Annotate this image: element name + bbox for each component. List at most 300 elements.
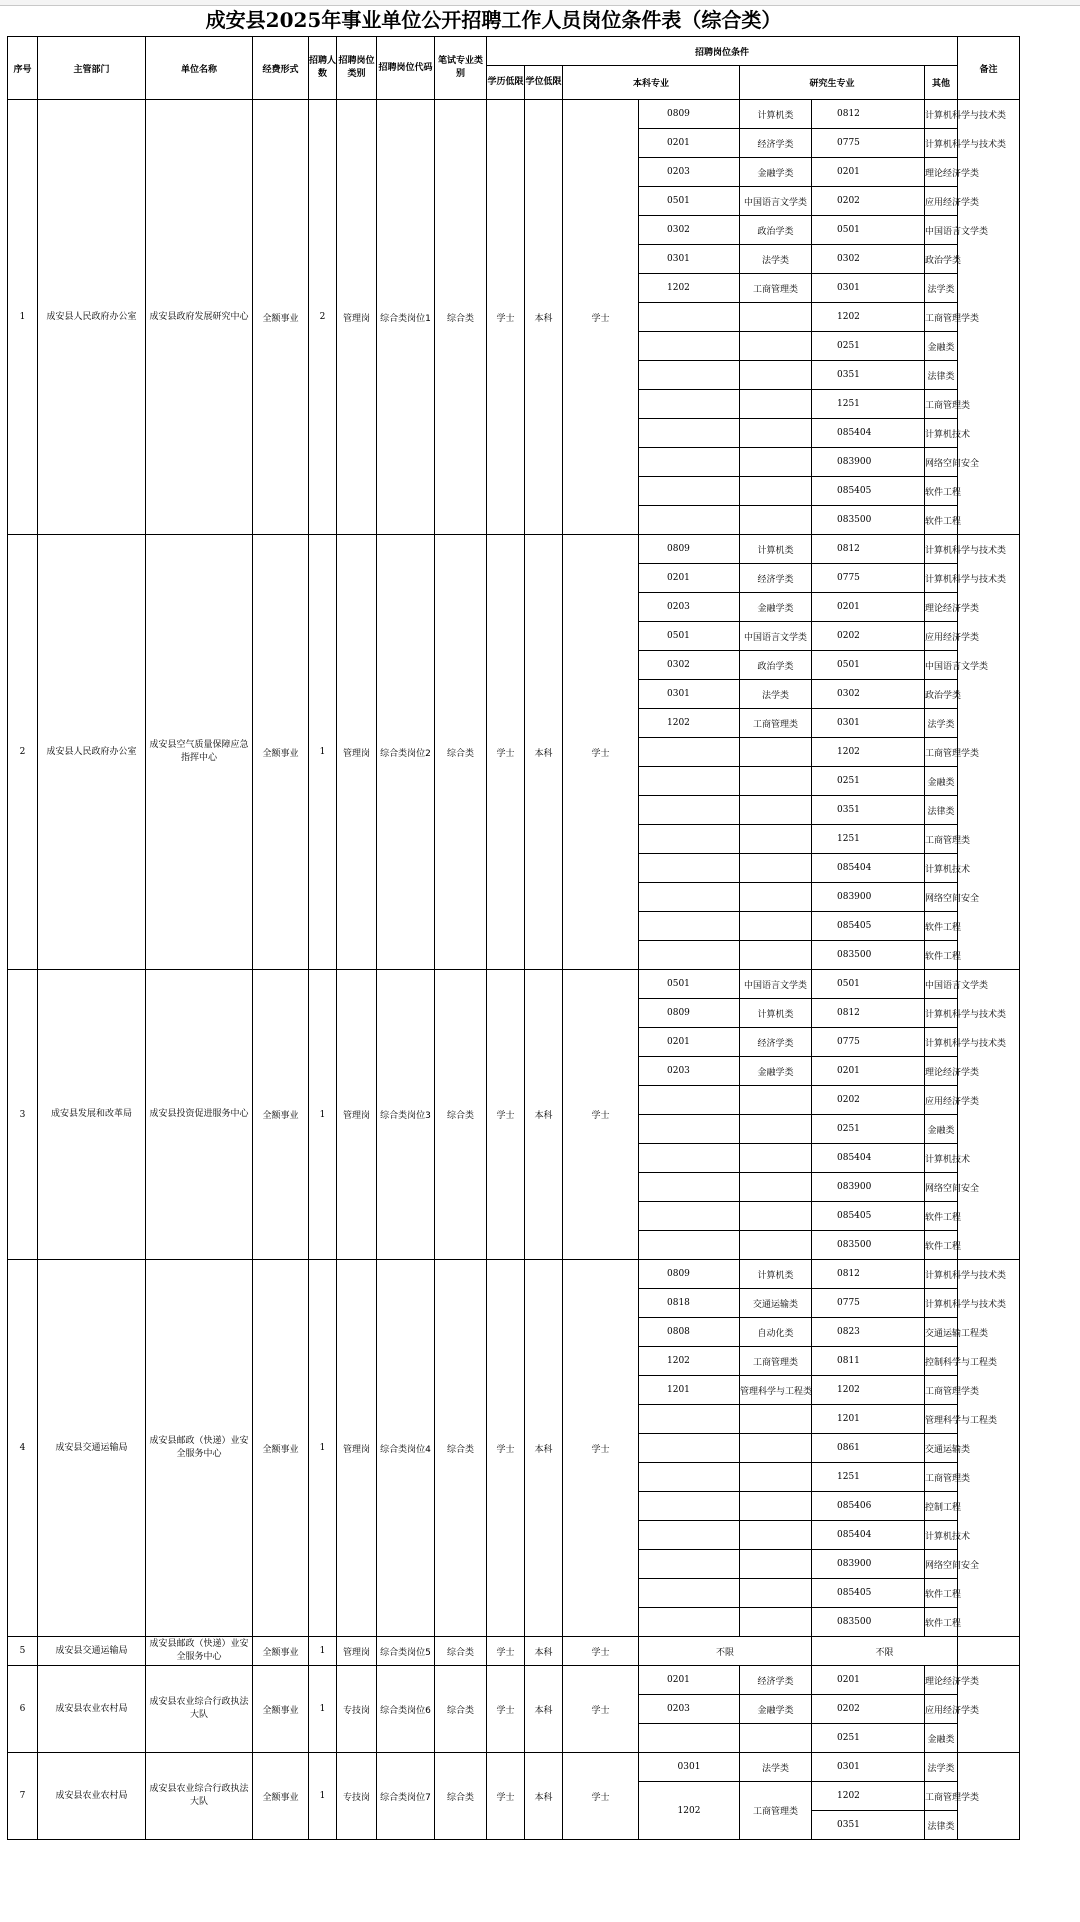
cell-graduate-code: 085405 <box>812 1579 925 1608</box>
cell-unit: 成安县投资促进服务中心 <box>146 970 253 1260</box>
cell-edu: 本科 <box>525 535 563 970</box>
cell-bachelor-code-empty <box>639 1608 740 1637</box>
cell-graduate-major: 法律类 <box>925 361 958 390</box>
cell-bachelor-major-empty <box>740 303 812 332</box>
cell-graduate-major: 计算机科学与技术类 <box>925 535 958 564</box>
cell-dept: 成安县农业农村局 <box>38 1753 146 1840</box>
cell-graduate-code: 1202 <box>812 1376 925 1405</box>
cell-unit: 成安县农业综合行政执法大队 <box>146 1666 253 1753</box>
cell-graduate-code: 0812 <box>812 1260 925 1289</box>
cell-bachelor-major-empty <box>740 767 812 796</box>
cell-bachelor-code-empty <box>639 767 740 796</box>
cell-graduate-code: 0501 <box>812 216 925 245</box>
cell-degree: 学士 <box>487 1637 525 1666</box>
cell-graduate-major: 工商管理学类 <box>925 303 958 332</box>
cell-dept: 成安县人民政府办公室 <box>38 100 146 535</box>
cell-bachelor-major-empty <box>740 1550 812 1579</box>
cell-bachelor-code-empty <box>639 883 740 912</box>
cell-bachelor-major-empty <box>740 1521 812 1550</box>
cell-dept: 成安县发展和改革局 <box>38 970 146 1260</box>
cell-fund: 全额事业 <box>253 1637 309 1666</box>
header-bachelor: 本科专业 <box>563 66 740 100</box>
cell-bachelor-major: 金融学类 <box>740 158 812 187</box>
cell-graduate-major: 计算机科学与技术类 <box>925 1028 958 1057</box>
cell-graduate-major: 法学类 <box>925 709 958 738</box>
cell-graduate-major: 软件工程 <box>925 941 958 970</box>
cell-graduate-code: 085404 <box>812 1144 925 1173</box>
cell-unit: 成安县空气质量保障应急指挥中心 <box>146 535 253 970</box>
cell-degree: 学士 <box>563 1260 639 1637</box>
cell-fund: 全额事业 <box>253 1260 309 1637</box>
cell-bachelor-major-empty <box>740 825 812 854</box>
cell-bachelor-code: 0203 <box>639 593 740 622</box>
cell-graduate-major: 网络空间安全 <box>925 1550 958 1579</box>
cell-bachelor-major-empty <box>740 912 812 941</box>
cell-graduate-code: 0501 <box>812 651 925 680</box>
cell-graduate-code: 0251 <box>812 1724 925 1753</box>
cell-bachelor-major: 中国语言文学类 <box>740 622 812 651</box>
cell-bachelor-major-empty <box>740 1608 812 1637</box>
cell-graduate-code: 0302 <box>812 245 925 274</box>
cell-bachelor-code: 0501 <box>639 970 740 999</box>
cell-graduate-major: 计算机科学与技术类 <box>925 564 958 593</box>
cell-bachelor-code: 0809 <box>639 100 740 129</box>
cell-graduate-code: 0202 <box>812 1086 925 1115</box>
cell-graduate-major: 控制工程 <box>925 1492 958 1521</box>
cell-graduate-code: 085405 <box>812 1202 925 1231</box>
cell-bachelor-major: 计算机类 <box>740 999 812 1028</box>
cell-bachelor-code-empty <box>639 303 740 332</box>
cell-seq: 7 <box>8 1753 38 1840</box>
cell-bachelor-code: 0809 <box>639 535 740 564</box>
cell-bachelor-code-empty <box>639 1492 740 1521</box>
cell-graduate-major: 软件工程 <box>925 1608 958 1637</box>
cell-code: 综合类岗位7 <box>377 1753 435 1840</box>
cell-bachelor-code-empty <box>639 1434 740 1463</box>
cell-graduate-major: 网络空间安全 <box>925 883 958 912</box>
cell-graduate-code: 085406 <box>812 1492 925 1521</box>
cell-graduate-code: 085405 <box>812 477 925 506</box>
cell-bachelor-code-empty <box>639 332 740 361</box>
table-row <box>8 1260 1020 1289</box>
header-fund: 经费形式 <box>253 37 309 100</box>
cell-graduate-major: 金融类 <box>925 332 958 361</box>
table-row <box>8 1637 1020 1666</box>
cell-graduate-major: 计算机科学与技术类 <box>925 100 958 129</box>
cell-count: 1 <box>309 535 337 970</box>
cell-graduate-code: 0775 <box>812 1028 925 1057</box>
cell-bachelor-major-empty <box>740 448 812 477</box>
cell-graduate-code: 083900 <box>812 1550 925 1579</box>
cell-bachelor-code: 0203 <box>639 1057 740 1086</box>
cell-degree: 学士 <box>563 1666 639 1753</box>
cell-bachelor-major-empty <box>740 883 812 912</box>
header-unit: 单位名称 <box>146 37 253 100</box>
cell-graduate-major: 网络空间安全 <box>925 1173 958 1202</box>
cell-bachelor-major: 经济学类 <box>740 129 812 158</box>
cell-bachelor-code: 0203 <box>639 158 740 187</box>
cell-bachelor-code-empty <box>639 390 740 419</box>
header-edu: 学历低限 <box>487 66 525 100</box>
cell-bachelor-major: 交通运输类 <box>740 1289 812 1318</box>
table-row <box>8 970 1020 999</box>
cell-bachelor-major-empty <box>740 419 812 448</box>
cell-bachelor-code-empty <box>639 1724 740 1753</box>
cell-unit: 成安县农业综合行政执法大队 <box>146 1753 253 1840</box>
cell-bachelor-major-empty <box>740 332 812 361</box>
cell-graduate-major: 计算机科学与技术类 <box>925 999 958 1028</box>
cell-graduate-code: 1201 <box>812 1405 925 1434</box>
header-dept: 主管部门 <box>38 37 146 100</box>
cell-degree: 学士 <box>487 1753 525 1840</box>
cell-other <box>958 1637 1020 1666</box>
cell-graduate-major: 交通运输类 <box>925 1434 958 1463</box>
cell-graduate-code: 0201 <box>812 158 925 187</box>
cell-dept: 成安县交通运输局 <box>38 1637 146 1666</box>
cell-bachelor-code-empty <box>639 361 740 390</box>
cell-degree: 学士 <box>487 1666 525 1753</box>
cell-graduate-major: 计算机科学与技术类 <box>925 1289 958 1318</box>
cell-graduate-major: 工商管理学类 <box>925 738 958 767</box>
cell-degree: 学士 <box>563 100 639 535</box>
cell-category: 管理岗 <box>337 970 377 1260</box>
cell-code: 综合类岗位1 <box>377 100 435 535</box>
cell-graduate-code: 0812 <box>812 100 925 129</box>
cell-bachelor-code-empty <box>639 1579 740 1608</box>
cell-graduate-major: 理论经济学类 <box>925 1666 958 1695</box>
cell-graduate-code: 083500 <box>812 506 925 535</box>
cell-count: 1 <box>309 1260 337 1637</box>
cell-bachelor-code: 0302 <box>639 216 740 245</box>
cell-graduate-major: 政治学类 <box>925 245 958 274</box>
cell-category: 管理岗 <box>337 100 377 535</box>
header-graduate: 研究生专业 <box>740 66 925 100</box>
cell-graduate-code: 085405 <box>812 912 925 941</box>
cell-degree: 学士 <box>563 970 639 1260</box>
cell-seq: 3 <box>8 970 38 1260</box>
cell-category: 专技岗 <box>337 1666 377 1753</box>
cell-bachelor-major-empty <box>740 506 812 535</box>
cell-bachelor-major: 工商管理类 <box>740 709 812 738</box>
cell-code: 综合类岗位4 <box>377 1260 435 1637</box>
cell-graduate-code: 0811 <box>812 1347 925 1376</box>
page-title: 成安县2025年事业单位公开招聘工作人员岗位条件表（综合类） <box>205 8 782 32</box>
cell-bachelor-major: 经济学类 <box>740 1666 812 1695</box>
cell-graduate-code: 085404 <box>812 1521 925 1550</box>
cell-seq: 2 <box>8 535 38 970</box>
cell-fund: 全额事业 <box>253 970 309 1260</box>
cell-graduate-major: 理论经济学类 <box>925 593 958 622</box>
cell-exam: 综合类 <box>435 535 487 970</box>
cell-graduate-major: 工商管理类 <box>925 825 958 854</box>
header-count: 招聘人数 <box>309 37 337 100</box>
cell-bachelor-code: 1202 <box>639 1782 740 1840</box>
cell-degree: 学士 <box>487 535 525 970</box>
cell-bachelor-code: 0808 <box>639 1318 740 1347</box>
cell-graduate-major: 管理科学与工程类 <box>925 1405 958 1434</box>
cell-bachelor-code: 0501 <box>639 187 740 216</box>
header-code: 招聘岗位代码 <box>377 37 435 100</box>
cell-graduate-major: 软件工程 <box>925 912 958 941</box>
cell-bachelor-major-empty <box>740 1492 812 1521</box>
cell-graduate-major: 应用经济学类 <box>925 1086 958 1115</box>
cell-bachelor-major: 金融学类 <box>740 1695 812 1724</box>
cell-graduate-major: 软件工程 <box>925 1579 958 1608</box>
cell-graduate-code: 0351 <box>812 796 925 825</box>
cell-bachelor-code: 1201 <box>639 1376 740 1405</box>
cell-graduate-code: 083500 <box>812 1231 925 1260</box>
cell-graduate-major: 工商管理类 <box>925 390 958 419</box>
cell-seq: 5 <box>8 1637 38 1666</box>
cell-bachelor-major-empty <box>740 361 812 390</box>
cell-graduate-code: 085404 <box>812 419 925 448</box>
cell-bachelor-code-empty <box>639 912 740 941</box>
cell-graduate-code: 083900 <box>812 883 925 912</box>
cell-bachelor-code-empty <box>639 506 740 535</box>
cell-bachelor-code: 0301 <box>639 1753 740 1782</box>
cell-graduate-major: 理论经济学类 <box>925 158 958 187</box>
cell-graduate-code: 083500 <box>812 941 925 970</box>
cell-graduate-major: 计算机技术 <box>925 1521 958 1550</box>
cell-bachelor-code: 0201 <box>639 564 740 593</box>
cell-bachelor-major-empty <box>740 1405 812 1434</box>
cell-graduate-code: 0823 <box>812 1318 925 1347</box>
cell-bachelor-major: 工商管理类 <box>740 1347 812 1376</box>
header-exam: 笔试专业类别 <box>435 37 487 100</box>
cell-degree: 学士 <box>563 1753 639 1840</box>
cell-code: 综合类岗位3 <box>377 970 435 1260</box>
cell-bachelor-major-empty <box>740 477 812 506</box>
cell-count: 1 <box>309 970 337 1260</box>
cell-bachelor-major: 中国语言文学类 <box>740 970 812 999</box>
cell-graduate-code: 083900 <box>812 1173 925 1202</box>
cell-bachelor-code-empty <box>639 477 740 506</box>
cell-graduate-code: 0301 <box>812 274 925 303</box>
cell-bachelor-code-empty <box>639 1144 740 1173</box>
cell-bachelor-major-empty <box>740 854 812 883</box>
cell-code: 综合类岗位2 <box>377 535 435 970</box>
cell-graduate-major: 中国语言文学类 <box>925 651 958 680</box>
cell-graduate-major: 法学类 <box>925 274 958 303</box>
cell-graduate-major: 工商管理学类 <box>925 1782 958 1811</box>
cell-graduate-code: 1251 <box>812 390 925 419</box>
cell-bachelor-major: 中国语言文学类 <box>740 187 812 216</box>
cell-bachelor-major-empty <box>740 1173 812 1202</box>
cell-count: 1 <box>309 1753 337 1840</box>
cell-seq: 6 <box>8 1666 38 1753</box>
cell-graduate-code: 0775 <box>812 564 925 593</box>
cell-bachelor-code-empty <box>639 796 740 825</box>
cell-graduate-code: 0301 <box>812 1753 925 1782</box>
cell-bachelor-major-empty <box>740 1724 812 1753</box>
cell-bachelor-major: 政治学类 <box>740 651 812 680</box>
cell-degree: 学士 <box>563 1637 639 1666</box>
cell-graduate-code: 0775 <box>812 1289 925 1318</box>
cell-bachelor-code-empty <box>639 419 740 448</box>
cell-graduate-code: 1202 <box>812 303 925 332</box>
cell-seq: 4 <box>8 1260 38 1637</box>
cell-bachelor-code-empty <box>639 1550 740 1579</box>
cell-bachelor-major: 金融学类 <box>740 1057 812 1086</box>
cell-dept: 成安县交通运输局 <box>38 1260 146 1637</box>
cell-edu: 本科 <box>525 100 563 535</box>
cell-exam: 综合类 <box>435 1753 487 1840</box>
cell-graduate-code: 0351 <box>812 361 925 390</box>
cell-seq: 1 <box>8 100 38 535</box>
cell-graduate-code: 0301 <box>812 709 925 738</box>
cell-graduate-major: 金融类 <box>925 1115 958 1144</box>
cell-graduate-major: 应用经济学类 <box>925 187 958 216</box>
cell-graduate-major: 政治学类 <box>925 680 958 709</box>
cell-bachelor-code: 0501 <box>639 622 740 651</box>
cell-bachelor-major-empty <box>740 1579 812 1608</box>
cell-bachelor-code: 0201 <box>639 129 740 158</box>
cell-bachelor-major: 金融学类 <box>740 593 812 622</box>
cell-graduate-major: 计算机技术 <box>925 1144 958 1173</box>
header-seq: 序号 <box>8 37 38 100</box>
cell-graduate-code: 0302 <box>812 680 925 709</box>
cell-bachelor-major-empty <box>740 738 812 767</box>
table-row <box>8 1753 1020 1782</box>
cell-exam: 综合类 <box>435 1637 487 1666</box>
cell-graduate-major: 软件工程 <box>925 1231 958 1260</box>
cell-bachelor-code: 0818 <box>639 1289 740 1318</box>
cell-bachelor-major: 工商管理类 <box>740 1782 812 1840</box>
cell-graduate-major: 计算机技术 <box>925 854 958 883</box>
cell-graduate-major: 理论经济学类 <box>925 1057 958 1086</box>
cell-bachelor-code: 0809 <box>639 1260 740 1289</box>
cell-code: 综合类岗位5 <box>377 1637 435 1666</box>
cell-bachelor-code-empty <box>639 1231 740 1260</box>
cell-bachelor-code: 1202 <box>639 709 740 738</box>
cell-edu: 本科 <box>525 1753 563 1840</box>
cell-graduate-code: 0202 <box>812 622 925 651</box>
cell-bachelor-major: 法学类 <box>740 680 812 709</box>
cell-graduate-major: 工商管理学类 <box>925 1376 958 1405</box>
cell-category: 管理岗 <box>337 1260 377 1637</box>
cell-bachelor-code: 0203 <box>639 1695 740 1724</box>
cell-exam: 综合类 <box>435 1260 487 1637</box>
cell-degree: 学士 <box>563 535 639 970</box>
table-row <box>8 100 1020 129</box>
cell-graduate-code: 0251 <box>812 767 925 796</box>
cell-graduate-major: 中国语言文学类 <box>925 970 958 999</box>
cell-graduate-code: 0201 <box>812 1666 925 1695</box>
cell-graduate-code: 083500 <box>812 1608 925 1637</box>
cell-graduate-code: 0251 <box>812 332 925 361</box>
recruitment-table <box>7 36 1020 1840</box>
cell-bachelor-code-empty <box>639 854 740 883</box>
cell-bachelor-major-empty <box>740 1086 812 1115</box>
header-other: 其他 <box>925 66 958 100</box>
cell-graduate-code: 0775 <box>812 129 925 158</box>
cell-graduate-code: 1202 <box>812 738 925 767</box>
cell-graduate-major: 网络空间安全 <box>925 448 958 477</box>
cell-graduate-code: 083900 <box>812 448 925 477</box>
cell-unit: 成安县邮政（快递）业安全服务中心 <box>146 1260 253 1637</box>
cell-bachelor-code-empty <box>639 825 740 854</box>
cell-bachelor-code: 0809 <box>639 999 740 1028</box>
cell-graduate-any: 不限 <box>812 1637 958 1666</box>
cell-bachelor-code-empty <box>639 1405 740 1434</box>
cell-graduate-major: 控制科学与工程类 <box>925 1347 958 1376</box>
cell-bachelor-code-empty <box>639 1463 740 1492</box>
cell-bachelor-code-empty <box>639 941 740 970</box>
cell-bachelor-major: 政治学类 <box>740 216 812 245</box>
cell-graduate-major: 中国语言文学类 <box>925 216 958 245</box>
cell-bachelor-major: 法学类 <box>740 245 812 274</box>
header-degree: 学位低限 <box>525 66 563 100</box>
cell-dept: 成安县农业农村局 <box>38 1666 146 1753</box>
cell-bachelor-major: 法学类 <box>740 1753 812 1782</box>
cell-graduate-code: 0251 <box>812 1115 925 1144</box>
cell-bachelor-major: 计算机类 <box>740 1260 812 1289</box>
cell-bachelor-code: 1202 <box>639 274 740 303</box>
cell-graduate-code: 1251 <box>812 1463 925 1492</box>
cell-fund: 全额事业 <box>253 100 309 535</box>
cell-graduate-major: 计算机科学与技术类 <box>925 129 958 158</box>
cell-graduate-code: 0201 <box>812 1057 925 1086</box>
cell-graduate-code: 0202 <box>812 1695 925 1724</box>
cell-graduate-code: 085404 <box>812 854 925 883</box>
cell-graduate-major: 法学类 <box>925 1753 958 1782</box>
cell-bachelor-code: 0201 <box>639 1666 740 1695</box>
cell-graduate-code: 0351 <box>812 1811 925 1840</box>
cell-bachelor-major-empty <box>740 1231 812 1260</box>
table-row <box>8 535 1020 564</box>
cell-graduate-major: 应用经济学类 <box>925 1695 958 1724</box>
header-conditions: 招聘岗位条件 <box>487 37 958 66</box>
cell-bachelor-major: 经济学类 <box>740 1028 812 1057</box>
cell-bachelor-major: 管理科学与工程类 <box>740 1376 812 1405</box>
cell-degree: 学士 <box>487 100 525 535</box>
cell-graduate-major: 法律类 <box>925 1811 958 1840</box>
cell-category: 管理岗 <box>337 535 377 970</box>
cell-bachelor-code: 0301 <box>639 680 740 709</box>
header-remark: 备注 <box>958 37 1020 100</box>
cell-bachelor-major-empty <box>740 1115 812 1144</box>
cell-graduate-major: 计算机科学与技术类 <box>925 1260 958 1289</box>
cell-graduate-major: 软件工程 <box>925 477 958 506</box>
cell-bachelor-major-empty <box>740 1463 812 1492</box>
cell-bachelor-major-empty <box>740 1434 812 1463</box>
cell-graduate-code: 0202 <box>812 187 925 216</box>
cell-count: 1 <box>309 1666 337 1753</box>
cell-graduate-code: 0201 <box>812 593 925 622</box>
cell-code: 综合类岗位6 <box>377 1666 435 1753</box>
cell-graduate-major: 金融类 <box>925 767 958 796</box>
cell-category: 专技岗 <box>337 1753 377 1840</box>
cell-bachelor-code: 1202 <box>639 1347 740 1376</box>
cell-exam: 综合类 <box>435 970 487 1260</box>
cell-bachelor-any: 不限 <box>639 1637 812 1666</box>
cell-bachelor-major-empty <box>740 1202 812 1231</box>
cell-bachelor-major-empty <box>740 1144 812 1173</box>
cell-count: 2 <box>309 100 337 535</box>
header-category: 招聘岗位类别 <box>337 37 377 100</box>
cell-graduate-major: 工商管理类 <box>925 1463 958 1492</box>
cell-category: 管理岗 <box>337 1637 377 1666</box>
cell-unit: 成安县邮政（快递）业安全服务中心 <box>146 1637 253 1666</box>
cell-graduate-major: 法律类 <box>925 796 958 825</box>
cell-graduate-major: 软件工程 <box>925 1202 958 1231</box>
cell-exam: 综合类 <box>435 100 487 535</box>
cell-bachelor-code-empty <box>639 1115 740 1144</box>
cell-exam: 综合类 <box>435 1666 487 1753</box>
cell-edu: 本科 <box>525 1666 563 1753</box>
cell-bachelor-code: 0301 <box>639 245 740 274</box>
cell-bachelor-code: 0302 <box>639 651 740 680</box>
